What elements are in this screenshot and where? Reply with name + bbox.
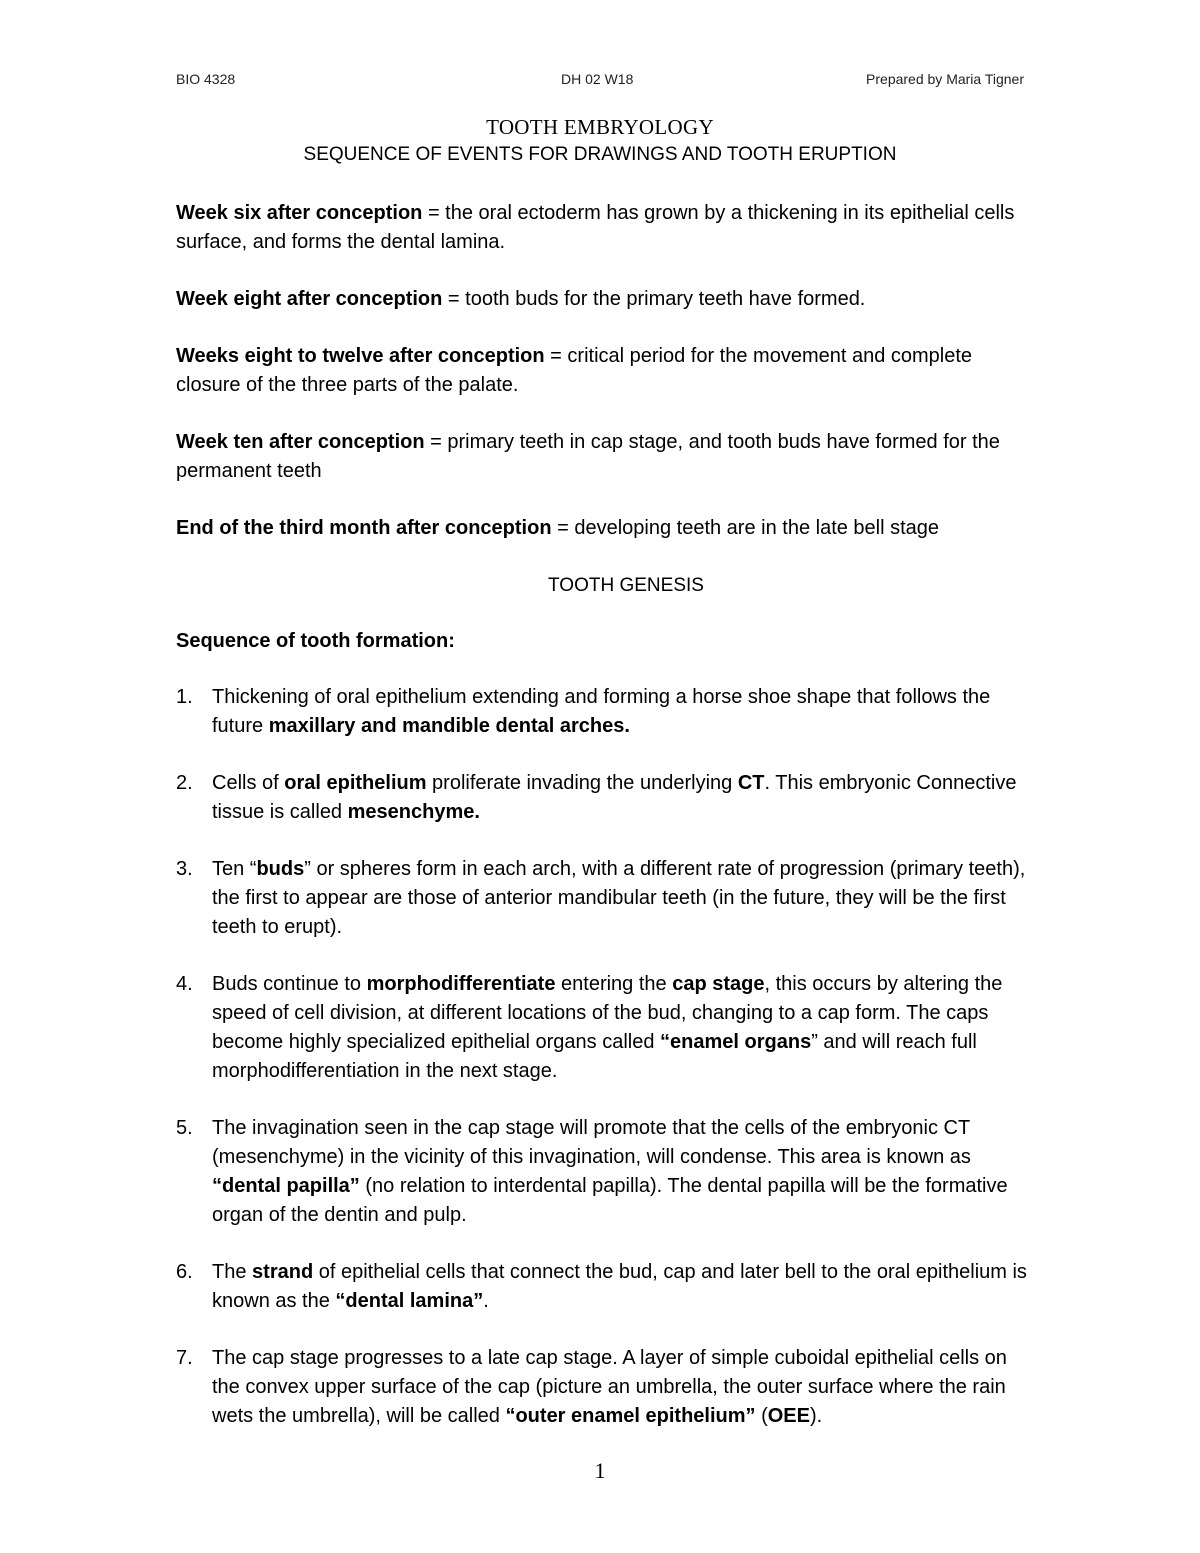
list-item (176, 1114, 1036, 1230)
list-text: Thickening of oral epithelium extending and forming a horse shoe shape that follows the future (212, 686, 991, 737)
timeline-entry (176, 342, 1036, 400)
list-term: buds (256, 858, 305, 880)
list-number: 7. (176, 1347, 193, 1369)
timeline-term: Week eight after conception (176, 288, 443, 310)
list-term: strand (252, 1261, 314, 1283)
list-number: 3. (176, 858, 193, 880)
formation-sequence-list (176, 683, 1036, 1431)
list-item (176, 1258, 1036, 1316)
section-title: TOOTH GENESIS (548, 575, 704, 596)
list-text: ” or spheres form in each arch, with a different rate of progression (primary teeth), the first to appear are those of anterior mandibular teeth (in the future, they will be the first teeth to erupt). (212, 858, 1026, 938)
page-number: 1 (594, 1458, 606, 1483)
list-text: Buds continue to (212, 973, 367, 995)
timeline-text: = critical period for the movement and complete closure of the three parts of the palate. (176, 345, 973, 396)
document-title: TOOTH EMBRYOLOGY (486, 115, 714, 139)
timeline-entry (176, 199, 1036, 257)
list-text: . (483, 1290, 489, 1312)
list-number: 5. (176, 1117, 193, 1139)
list-term: “dental lamina” (335, 1290, 484, 1312)
list-text: , this occurs by altering the speed of cell division, at different locations of the bud, changing to a cap form. The caps become highly specialized epithelial organs called (212, 973, 1003, 1053)
list-number: 2. (176, 772, 193, 794)
header-section: DH 02 W18 (561, 71, 634, 87)
list-text: proliferate invading the underlying (426, 772, 738, 794)
list-text: (no relation to interdental papilla). The dental papilla will be the formative organ of the dentin and pulp. (212, 1175, 1008, 1226)
list-term: morphodifferentiate (366, 973, 556, 995)
list-term: maxillary and mandible dental arches. (268, 715, 630, 737)
list-term: oral epithelium (284, 772, 427, 794)
list-item (176, 683, 1036, 741)
timeline-entry (176, 514, 1036, 543)
timeline-entry (176, 285, 1036, 314)
list-term: “outer enamel epithelium” (505, 1405, 756, 1427)
page-header (176, 71, 1024, 91)
timeline-entry (176, 428, 1036, 486)
list-term: cap stage (672, 973, 765, 995)
list-item (176, 1344, 1036, 1431)
timeline-text: = tooth buds for the primary teeth have formed. (442, 288, 866, 310)
list-number: 6. (176, 1261, 193, 1283)
list-text: The invagination seen in the cap stage will promote that the cells of the embryonic CT (mesenchyme) in the vicinity of this invagination, will condense. This area is known as (212, 1117, 971, 1168)
list-heading: Sequence of tooth formation: (176, 630, 455, 652)
list-text: The (212, 1261, 253, 1283)
list-number: 4. (176, 973, 193, 995)
list-text: ). (810, 1405, 823, 1427)
header-author: Prepared by Maria Tigner (866, 71, 1024, 87)
document-subtitle: SEQUENCE OF EVENTS FOR DRAWINGS AND TOOTH ERUPTION (303, 144, 897, 165)
list-item (176, 855, 1036, 942)
list-term: CT (737, 772, 765, 794)
list-term: “enamel organs (660, 1031, 812, 1053)
timeline-text: = the oral ectoderm has grown by a thickening in its epithelial cells surface, and forms the dental lamina. (176, 202, 1015, 253)
timeline-term: End of the third month after conception (176, 517, 552, 539)
timeline-term: Week ten after conception (176, 431, 425, 453)
list-number: 1. (176, 686, 193, 708)
list-text: entering the (555, 973, 673, 995)
list-term: mesenchyme. (347, 801, 480, 823)
timeline-text: = primary teeth in cap stage, and tooth buds have formed for the permanent teeth (176, 431, 1000, 482)
header-course-code: BIO 4328 (176, 71, 236, 87)
list-item (176, 970, 1036, 1086)
list-text: Cells of (212, 772, 285, 794)
list-text: ( (755, 1405, 768, 1427)
list-text: Ten “ (212, 858, 257, 880)
timeline-text: = developing teeth are in the late bell stage (551, 517, 940, 539)
list-item (176, 769, 1036, 827)
list-text: of epithelial cells that connect the bud, cap and later bell to the oral epithelium is known as the (212, 1261, 1027, 1312)
timeline-term: Week six after conception (176, 202, 423, 224)
list-term: OEE (767, 1405, 810, 1427)
document-body (176, 199, 1036, 1459)
list-term: “dental papilla” (212, 1175, 360, 1197)
list-text: The cap stage progresses to a late cap stage. A layer of simple cuboidal epithelial cells on the convex upper surface of the cap (picture an umbrella, the outer surface where the rain wets the umbrella), will be called (212, 1347, 1007, 1427)
list-text: . This embryonic Connective tissue is called (212, 772, 1017, 823)
timeline-term: Weeks eight to twelve after conception (176, 345, 545, 367)
list-text: ” and will reach full morphodifferentiation in the next stage. (212, 1031, 977, 1082)
